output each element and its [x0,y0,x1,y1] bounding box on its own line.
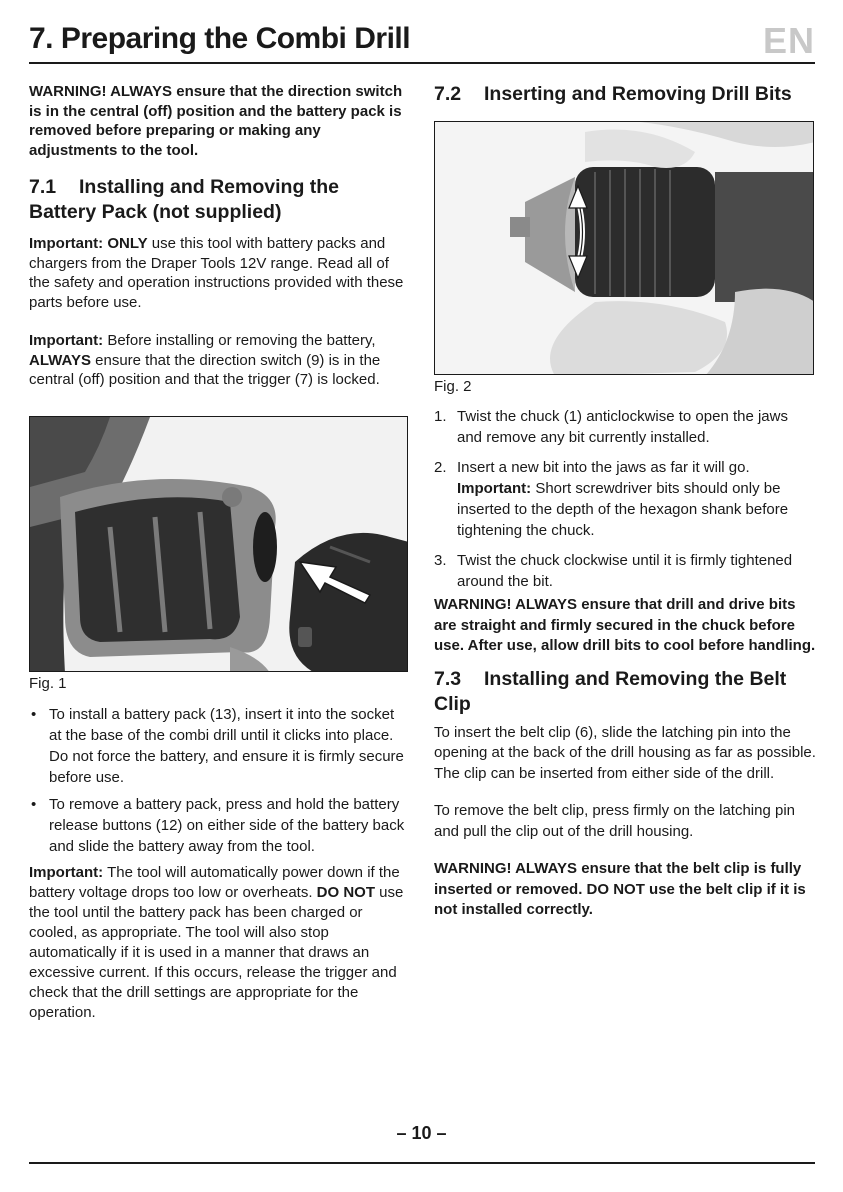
always-emphasis: ALWAYS [29,351,91,369]
list-item: • To install a battery pack (13), insert it into the socket at the base of the combi drill until it clicks into place. Do not force the battery, and ensure it is firmly secure before use. [31,705,404,786]
important-label: Important: [29,863,104,881]
list-item-text: To remove a battery pack, press and hold the battery release buttons (12) on either side of the battery back and slide the battery away from the tool. [49,795,405,855]
important-label: Important: [29,332,104,349]
list-item-text: Short screwdriver bits should only be inserted to the depth of the hexagon shank before tightening the chuck. [457,480,789,539]
warning-drill-bits: WARNING! ALWAYS ensure that drill and drive bits are straight and firmly secured in the chuck before use. After use, allow drill bits to cool before handling. [434,596,816,654]
page-title: 7. Preparing the Combi Drill [29,22,411,55]
figure-2-image [434,121,814,375]
section-number: 7.1 [29,176,57,198]
battery-insertion-illustration [30,417,408,672]
important-text: use the tool until the battery pack has been charged or cooled, as appropriate. The tool will also stop automatically if it is used in a manner that draws an excessive current. If this occurs, release the trigger and check that the drill settings are appropriate for the operation. [29,883,404,1021]
important-text: ensure that the direction switch (9) is in the central (off) position and that the trigger (7) is locked. [29,351,381,388]
important-text: Before installing or removing the battery, [103,332,376,349]
list-item-text: To install a battery pack (13), insert it into the socket at the base of the combi drill until it clicks into place. Do not force the battery, and ensure it is firmly secure before use. [49,705,404,786]
section-title: Inserting and Removing Drill Bits [484,83,792,105]
figure-2-caption: Fig. 2 [434,378,472,395]
language-badge: EN [762,20,815,61]
drill-bit-steps [434,406,816,592]
important-before-install [29,331,409,390]
section-number: 7.2 [434,83,462,105]
section-7-3-heading [434,667,816,717]
right-column [434,82,816,921]
belt-clip-remove-text: To remove the belt clip, press firmly on the latching pin and pull the clip out of the drill housing. [434,802,796,840]
belt-clip-insert-text: To insert the belt clip (6), slide the latching pin into the opening at the back of the drill housing as far as possible. The clip can be inserted from either side of the drill. [434,723,816,782]
list-item: 3. Twist the chuck clockwise until it is firmly tightened around the bit. [434,552,793,590]
header-rule [29,62,815,64]
section-title: Installing and Removing the Belt Clip [434,667,787,715]
important-text: use this tool with battery packs and chargers from the Draper Tools 12V range. Read all of the safety and operation instructions provided with these parts before use. [29,235,404,311]
figure-1-image [29,416,408,672]
list-item: • To remove a battery pack, press and hold the battery release buttons (12) on either side of the battery back and slide the battery away from the tool. [31,795,405,855]
left-column [29,82,409,1023]
list-item: 1. Twist the chuck (1) anticlockwise to open the jaws and remove any bit currently installed. [434,408,788,446]
figure-1-caption: Fig. 1 [29,674,67,692]
list-item-text: Twist the chuck (1) anticlockwise to open the jaws and remove any bit currently installed. [457,408,788,446]
section-title: Installing and Removing the Battery Pack (not supplied) [29,176,340,223]
do-not-emphasis: DO NOT [316,883,376,901]
important-text: The tool will automatically power down if the battery voltage drops too low or overheats. [29,863,400,901]
list-item: 2. Insert a new bit into the jaws as far it will go. Important: Short screwdriver bits should only be inserted to the depth of the hexagon shank before tightening the chuck. [434,459,789,539]
section-7-1-heading [29,175,409,225]
section-number: 7.3 [434,667,462,690]
important-battery-range [29,234,409,312]
section-7-2-heading [434,82,816,107]
battery-bullet-list [29,704,409,857]
chuck-twist-illustration [435,122,814,375]
list-item-text: Twist the chuck clockwise until it is firmly tightened around the bit. [457,552,793,590]
page-number: – 10 – [396,1123,447,1143]
warning-belt-clip: WARNING! ALWAYS ensure that the belt clip is fully inserted or removed. DO NOT use the belt clip if it is not installed correctly. [434,860,806,918]
footer-rule [29,1162,815,1164]
important-label: Important: [457,480,532,497]
important-auto-power-down [29,863,409,1023]
warning-preparation: WARNING! ALWAYS ensure that the direction switch is in the central (off) position and the battery pack is removed before preparing or making any adjustments to the tool. [29,83,403,159]
list-item-text: Insert a new bit into the jaws as far it will go. [457,459,750,476]
important-label: Important: ONLY [29,235,148,252]
